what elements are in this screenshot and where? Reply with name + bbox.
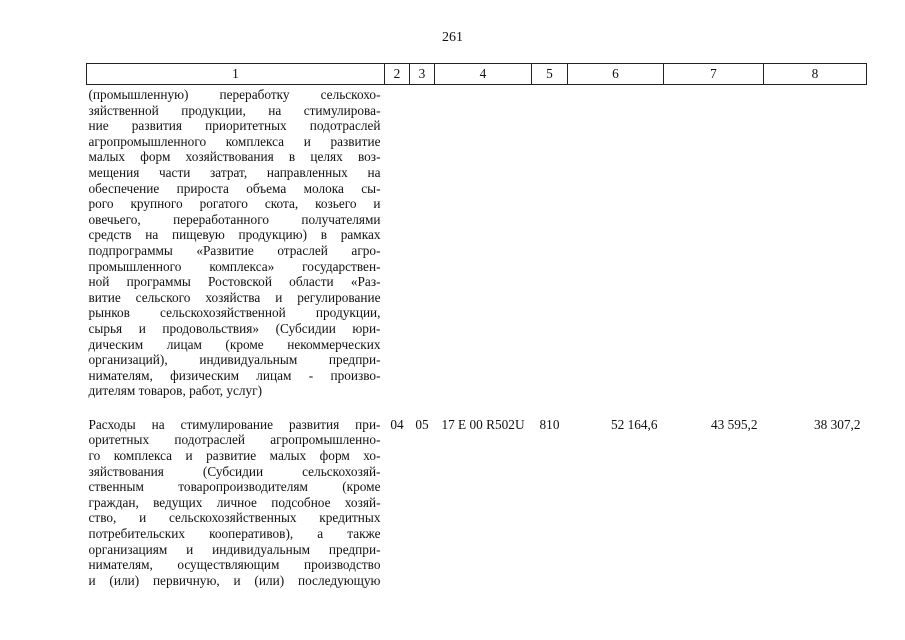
header-col-2: 2 (385, 64, 410, 85)
header-col-8: 8 (764, 64, 867, 85)
description-line: (промышленную) переработку сельскохо- (88, 87, 381, 102)
header-col-4: 4 (435, 64, 532, 85)
description-line: потребительских кооперативов), а также (88, 526, 381, 542)
description-line: ственным товаропроизводителям (кроме (88, 479, 381, 495)
description-line: зяйственной продукции, на стимулирова- (88, 102, 381, 118)
cell-amount-1 (568, 85, 664, 403)
description-line: рого крупного рогатого скота, козьего и (88, 196, 381, 212)
description-line: оритетных подотраслей агропромышленно- (88, 432, 381, 448)
header-col-7: 7 (664, 64, 764, 85)
description-line: малых форм хозяйствования в целях воз- (88, 149, 381, 165)
description-line: ство, и сельскохозяйственных кредитных (88, 510, 381, 526)
description-line: сырья и продовольствия» (Субсидии юри- (88, 320, 381, 336)
description-line: мещения части затрат, направленных на (88, 164, 381, 180)
description-line: ной программы Ростовской области «Раз- (88, 274, 381, 290)
description-line: зяйствования (Субсидии сельскохозяй- (88, 463, 381, 479)
description-line: овечьего, переработанного получателями (88, 211, 381, 227)
cell-expense-type: 810 (539, 416, 560, 432)
description-line: ние развития приоритетных подотраслей (88, 118, 381, 134)
description-line: нимателям, физическим лицам - произво- (88, 367, 381, 383)
description-line: граждан, ведущих личное подсобное хозяй- (88, 494, 381, 510)
description-line: и (или) первичную, и (или) последующую (88, 572, 381, 588)
header-col-3: 3 (410, 64, 435, 85)
cell-subsection (410, 85, 435, 403)
table-row (87, 403, 867, 589)
page-number: 261 (442, 30, 463, 45)
budget-table (86, 63, 867, 588)
header-col-6: 6 (568, 64, 664, 85)
header-col-5: 5 (532, 64, 568, 85)
row-description (87, 85, 385, 403)
cell-amount-3: 38 307,2 (813, 416, 861, 432)
description-line: го комплекса и развитие малых форм хо- (88, 448, 381, 464)
cell-amount-2: 43 595,2 (710, 416, 758, 432)
description-line: подпрограммы «Развитие отраслей агро- (88, 242, 381, 258)
description-line: дителям товаров, работ, услуг) (88, 383, 263, 399)
description-line: организациям и индивидуальным предпри- (88, 541, 381, 557)
cell-amount-1: 52 164,6 (610, 416, 658, 432)
cell-expense-type (532, 85, 568, 403)
description-line: обеспечение прироста объема молока сы- (88, 180, 381, 196)
description-line: дическим лицам (кроме некоммерческих (88, 336, 381, 352)
header-row (87, 64, 867, 85)
table-row (87, 85, 867, 403)
description-line: агропромышленного комплекса и развитие (88, 133, 381, 149)
description-line: нимателям, осуществляющим производство (88, 557, 381, 573)
description-line: витие сельского хозяйства и регулирование (88, 289, 381, 305)
cell-amount-3 (764, 85, 867, 403)
cell-section: 04 (390, 416, 404, 432)
description-line: средств на пищевую продукцию) в рамках (88, 227, 381, 243)
cell-amount-2 (664, 85, 764, 403)
row-description (87, 403, 385, 589)
cell-subsection: 05 (415, 416, 429, 432)
cell-target-article: 17 Е 00 R502U (441, 416, 525, 432)
cell-target-article (435, 85, 532, 403)
description-line: Расходы на стимулирование развития при- (88, 416, 381, 432)
cell-section (385, 85, 410, 403)
description-line: рынков сельскохозяйственной продукции, (88, 305, 381, 321)
description-line: промышленного комплекса» государствен- (88, 258, 381, 274)
header-col-1: 1 (87, 64, 385, 85)
description-line: организаций), индивидуальным предпри- (88, 352, 381, 368)
